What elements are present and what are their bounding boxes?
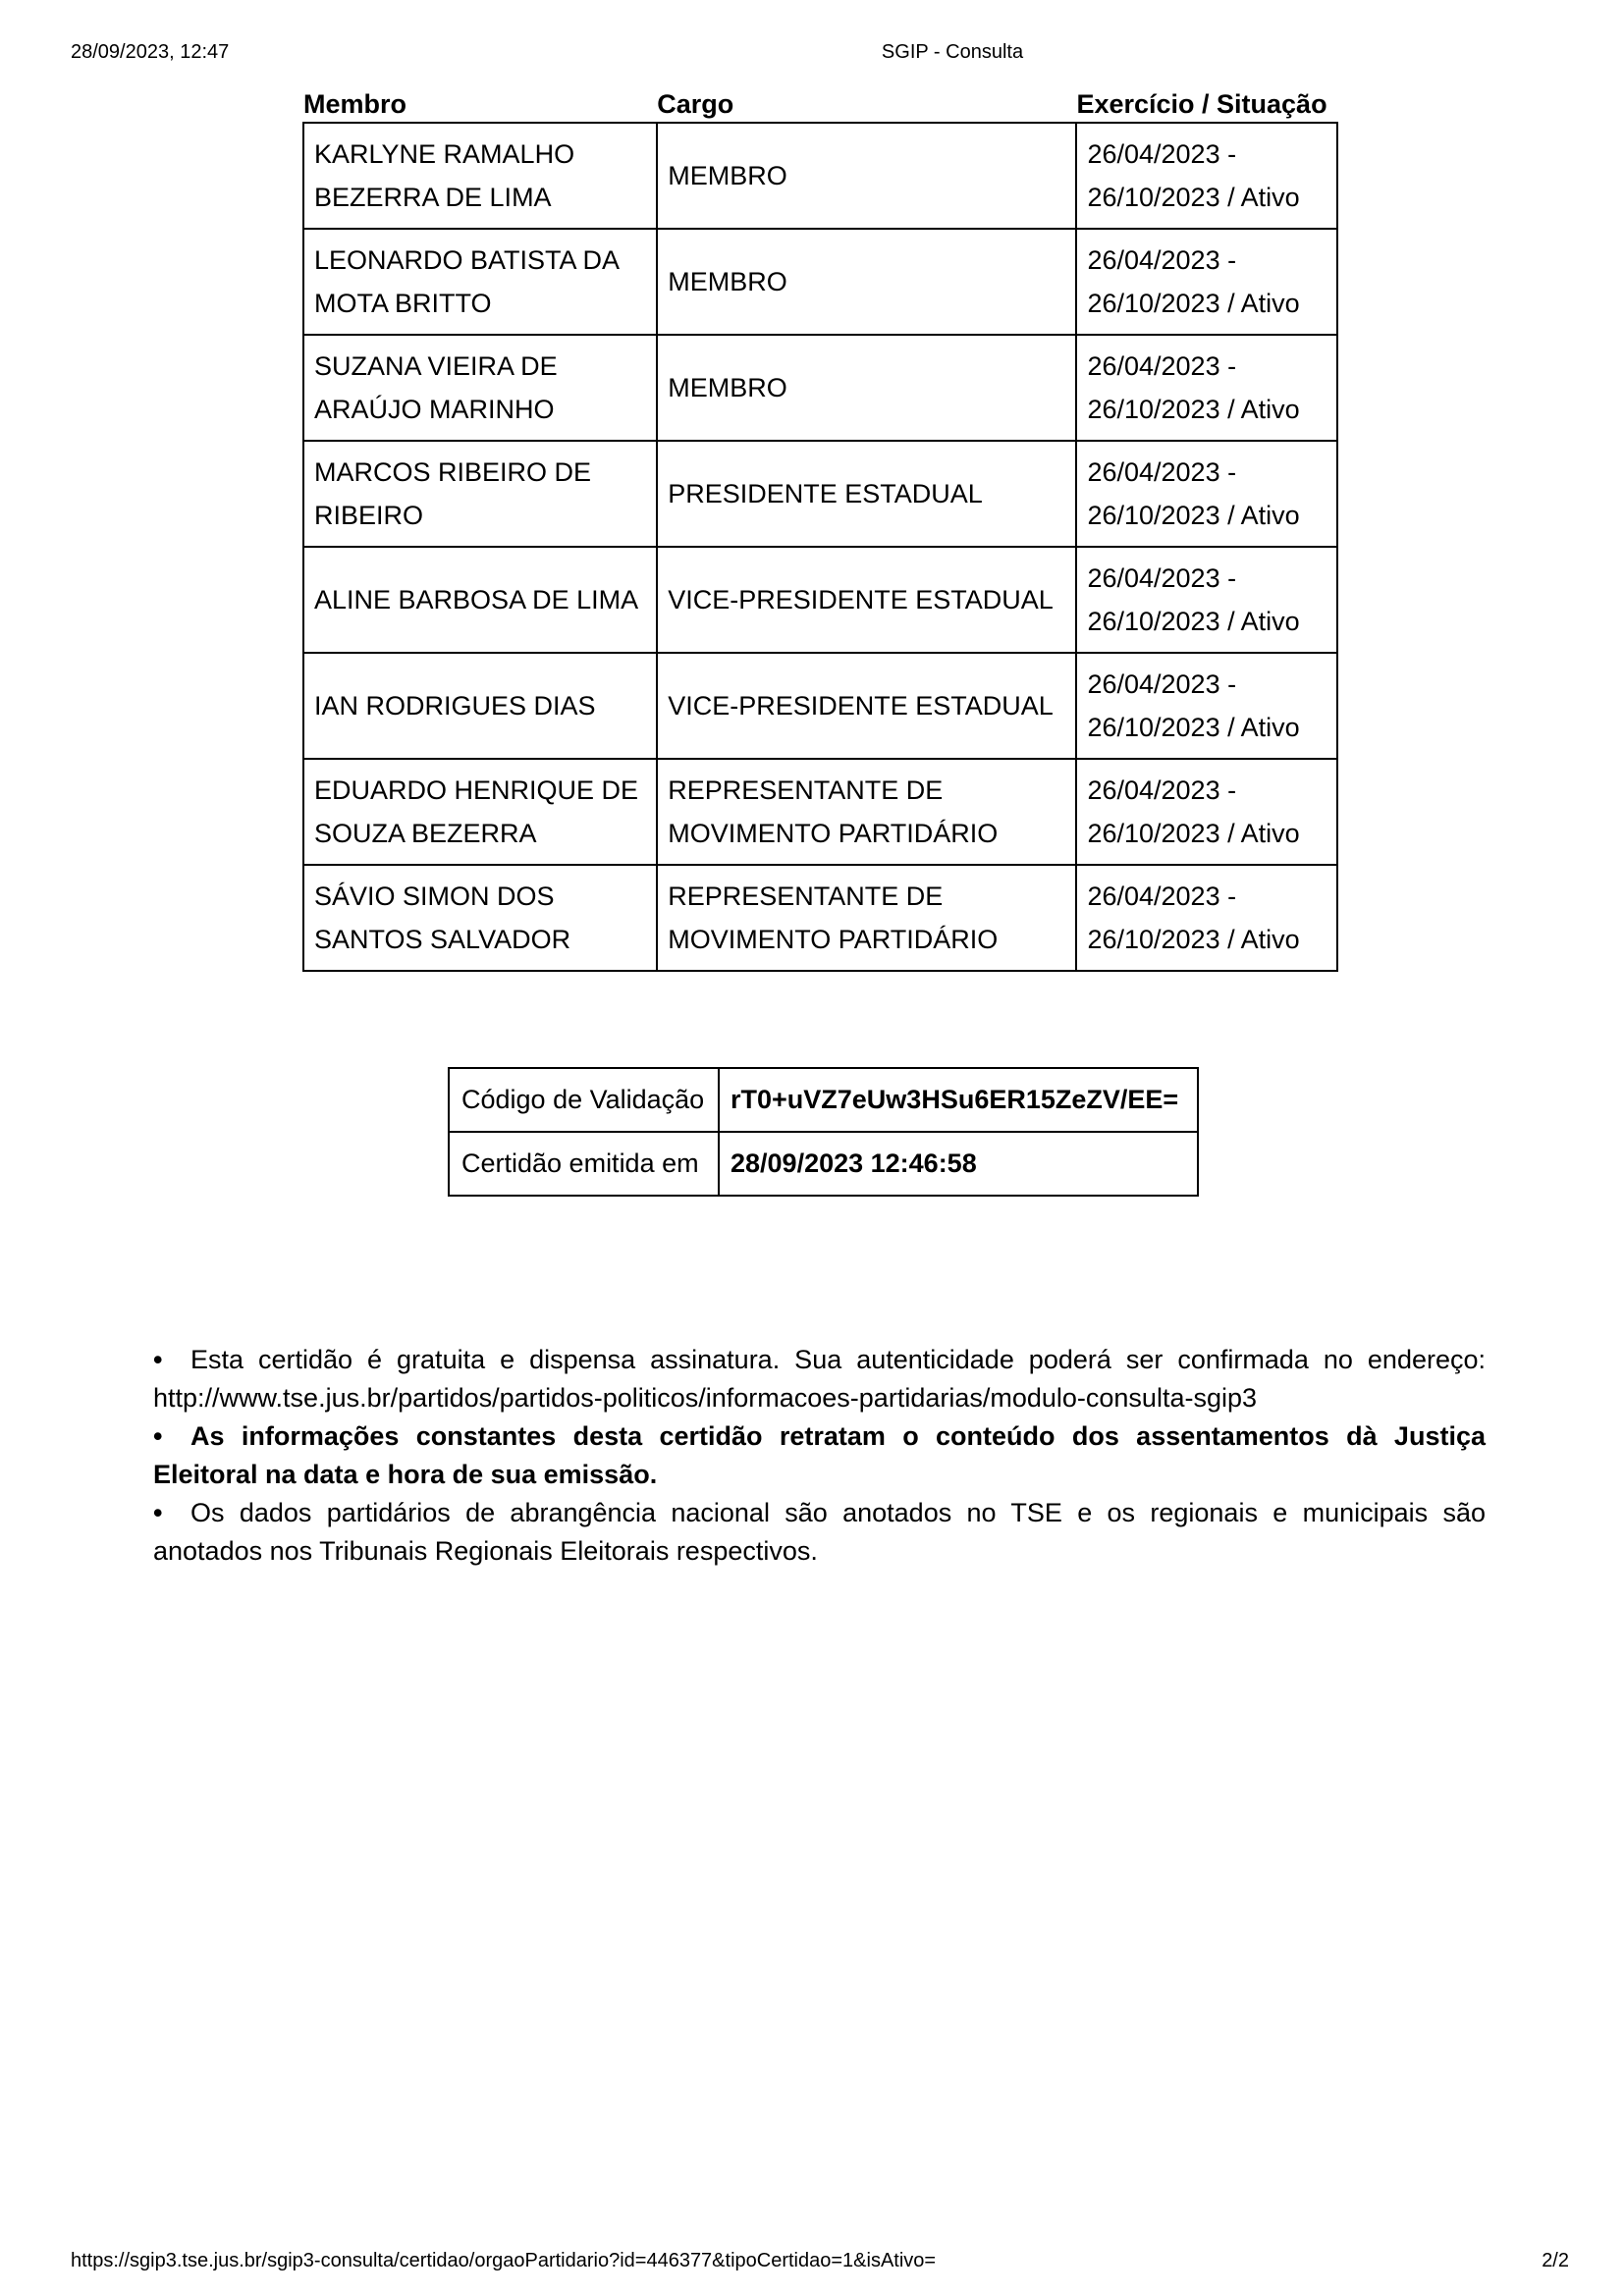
table-row [303, 229, 1337, 335]
table-row [303, 335, 1337, 441]
table-row [303, 441, 1337, 547]
cell-exercicio: 26/04/2023 - 26/10/2023 / Ativo [1076, 123, 1337, 229]
cell-membro: SÁVIO SIMON DOS SANTOS SALVADOR [303, 865, 657, 971]
validation-table [448, 1067, 1199, 1197]
note-data-scope-text: Os dados partidários de abrangência nacional são anotados no TSE e os regionais e municipais são anotados nos Tribunais Regionais Eleitorais respectivos. [153, 1498, 1486, 1566]
cell-cargo: REPRESENTANTE DE MOVIMENTO PARTIDÁRIO [657, 865, 1076, 971]
cell-cargo: VICE-PRESIDENTE ESTADUAL [657, 653, 1076, 759]
cell-cargo: MEMBRO [657, 229, 1076, 335]
validation-code-label: Código de Validação [449, 1068, 719, 1132]
column-header-exercicio: Exercício / Situação [1076, 89, 1327, 119]
note-data-scope [153, 1494, 1486, 1571]
note-content-disclaimer [153, 1417, 1486, 1494]
cell-cargo: VICE-PRESIDENTE ESTADUAL [657, 547, 1076, 653]
validation-code-row [449, 1068, 1198, 1132]
cell-membro: LEONARDO BATISTA DA MOTA BRITTO [303, 229, 657, 335]
cell-cargo: REPRESENTANTE DE MOVIMENTO PARTIDÁRIO [657, 759, 1076, 865]
cell-membro: SUZANA VIEIRA DE ARAÚJO MARINHO [303, 335, 657, 441]
validation-code-value: rT0+uVZ7eUw3HSu6ER15ZeZV/EE= [719, 1068, 1198, 1132]
cell-exercicio: 26/04/2023 - 26/10/2023 / Ativo [1076, 653, 1337, 759]
cell-membro: MARCOS RIBEIRO DE RIBEIRO [303, 441, 657, 547]
issued-at-value: 28/09/2023 12:46:58 [719, 1132, 1198, 1196]
cell-cargo: MEMBRO [657, 123, 1076, 229]
cell-cargo: MEMBRO [657, 335, 1076, 441]
table-row [303, 123, 1337, 229]
certificate-notes [153, 1341, 1486, 1571]
table-row [303, 759, 1337, 865]
table-row [303, 865, 1337, 971]
cell-exercicio: 26/04/2023 - 26/10/2023 / Ativo [1076, 759, 1337, 865]
cell-membro: ALINE BARBOSA DE LIMA [303, 547, 657, 653]
column-header-membro: Membro [303, 89, 407, 119]
note-free-certificate-text: Esta certidão é gratuita e dispensa assinatura. Sua autenticidade poderá ser confirmada no endereço: http://www.tse.jus.br/partidos/partidos-politicos/informacoes-partidarias/modulo-consulta-sgip3 [153, 1345, 1486, 1413]
note-content-disclaimer-text: As informações constantes desta certidão retratam o conteúdo dos assentamentos dà Justiça Eleitoral na data e hora de sua emissão. [153, 1421, 1486, 1489]
issued-at-row [449, 1132, 1198, 1196]
cell-exercicio: 26/04/2023 - 26/10/2023 / Ativo [1076, 335, 1337, 441]
print-datetime: 28/09/2023, 12:47 [71, 41, 230, 63]
issued-at-label: Certidão emitida em [449, 1132, 719, 1196]
cell-exercicio: 26/04/2023 - 26/10/2023 / Ativo [1076, 547, 1337, 653]
print-page-number: 2/2 [1542, 2250, 1569, 2271]
cell-exercicio: 26/04/2023 - 26/10/2023 / Ativo [1076, 229, 1337, 335]
bullet-icon: • [153, 1498, 163, 1527]
bullet-icon: • [153, 1345, 163, 1374]
print-page-url: https://sgip3.tse.jus.br/sgip3-consulta/certidao/orgaoPartidario?id=446377&tipoCertidao=1&isAtivo= [71, 2250, 937, 2271]
cell-membro: IAN RODRIGUES DIAS [303, 653, 657, 759]
bullet-icon: • [153, 1421, 163, 1451]
column-header-cargo: Cargo [657, 89, 734, 119]
cell-membro: KARLYNE RAMALHO BEZERRA DE LIMA [303, 123, 657, 229]
cell-exercicio: 26/04/2023 - 26/10/2023 / Ativo [1076, 441, 1337, 547]
note-free-certificate [153, 1341, 1486, 1417]
cell-cargo: PRESIDENTE ESTADUAL [657, 441, 1076, 547]
members-table [302, 80, 1338, 972]
members-table-header-row [303, 80, 1337, 123]
cell-exercicio: 26/04/2023 - 26/10/2023 / Ativo [1076, 865, 1337, 971]
table-row [303, 653, 1337, 759]
cell-membro: EDUARDO HENRIQUE DE SOUZA BEZERRA [303, 759, 657, 865]
print-page-title: SGIP - Consulta [881, 41, 1024, 63]
table-row [303, 547, 1337, 653]
